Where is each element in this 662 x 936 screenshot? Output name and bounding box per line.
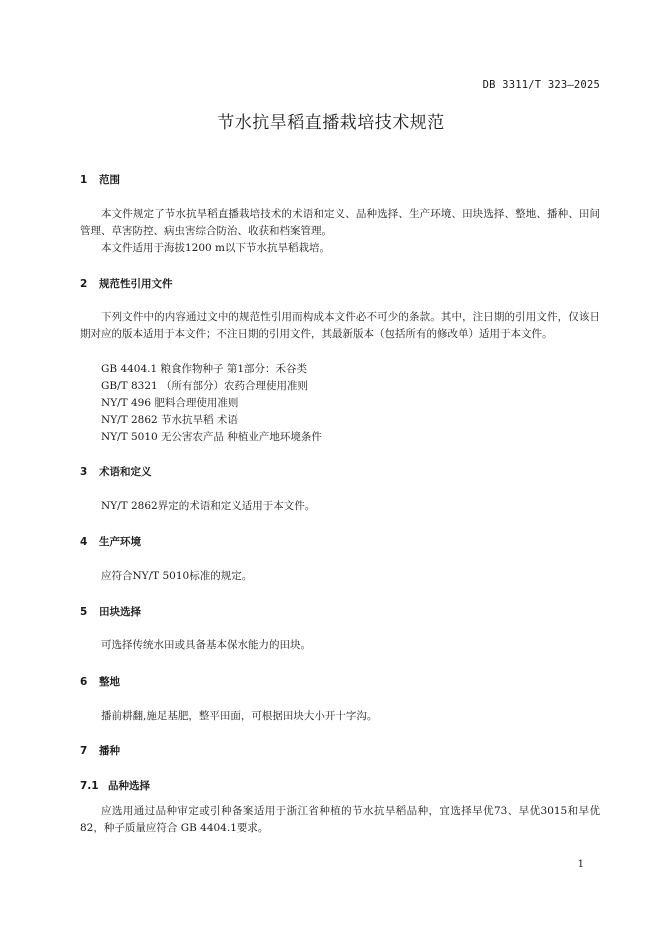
- section-heading-field-selection: [80, 604, 141, 619]
- reference-item: GB 4404.1 粮食作物种子 第1部分：禾谷类: [101, 363, 308, 375]
- document-title: 节水抗旱稻直播栽培技术规范: [217, 113, 445, 133]
- section-number: 6: [80, 676, 88, 688]
- section-number: 1: [80, 174, 88, 186]
- section-heading-environment: [80, 534, 141, 549]
- section-title: 田块选择: [99, 606, 141, 618]
- paragraph: 可选择传统水田或具备基本保水能力的田块。: [101, 639, 311, 651]
- paragraph: 应符合NY/T 5010标准的规定。: [101, 570, 253, 582]
- section-heading-scope: [80, 172, 120, 187]
- section-heading-sowing: [80, 743, 120, 758]
- section-heading-terms: [80, 464, 152, 479]
- reference-item: NY/T 2862 节水抗旱稻 术语: [101, 414, 238, 426]
- section-title: 生产环境: [99, 536, 141, 548]
- section-heading-land-preparation: [80, 674, 120, 689]
- section-title: 整地: [99, 676, 120, 688]
- section-number: 7: [80, 745, 88, 757]
- standard-number: DB 3311/T 323—2025: [482, 79, 600, 91]
- paragraph: 应选用通过品种审定或引种备案适用于浙江省种植的节水抗旱稻品种，宜选择早优73、早优3015和早优82，种子质量应符合 GB 4404.1要求。: [80, 805, 600, 834]
- paragraph: 下列文件中的内容通过文中的规范性引用而构成本文件必不可少的条款。其中，注日期的引用文件，仅该日期对应的版本适用于本文件；不注日期的引用文件，其最新版本（包括所有的修改单）适用于本文件。: [80, 311, 600, 340]
- section-title: 范围: [99, 174, 120, 186]
- subsection-title: 品种选择: [108, 780, 150, 792]
- paragraph: 本文件适用于海拔1200 m以下节水抗旱稻栽培。: [101, 242, 331, 254]
- section-heading-normative-references: [80, 276, 173, 291]
- paragraph: 本文件规定了节水抗旱稻直播栽培技术的术语和定义、品种选择、生产环境、田块选择、整地、播种、田间管理、草害防控、病虫害综合防治、收获和档案管理。: [80, 208, 600, 237]
- subsection-heading-variety-selection: [80, 778, 150, 793]
- section-number: 5: [80, 606, 88, 618]
- section-number: 3: [80, 466, 88, 478]
- reference-item: NY/T 496 肥料合理使用准则: [101, 397, 239, 409]
- reference-item: NY/T 5010 无公害农产品 种植业产地环境条件: [101, 431, 322, 443]
- reference-item: GB/T 8321 （所有部分）农药合理使用准则: [101, 380, 309, 392]
- section-title: 播种: [99, 745, 120, 757]
- paragraph: 播前耕翻,施足基肥，整平田面，可根据田块大小开十字沟。: [101, 710, 378, 722]
- section-number: 2: [80, 278, 88, 290]
- section-title: 术语和定义: [99, 466, 152, 478]
- page-number: 1: [577, 859, 584, 870]
- paragraph: NY/T 2862界定的术语和定义适用于本文件。: [101, 500, 316, 512]
- subsection-number: 7.1: [80, 780, 99, 792]
- section-title: 规范性引用文件: [99, 278, 173, 290]
- section-number: 4: [80, 536, 88, 548]
